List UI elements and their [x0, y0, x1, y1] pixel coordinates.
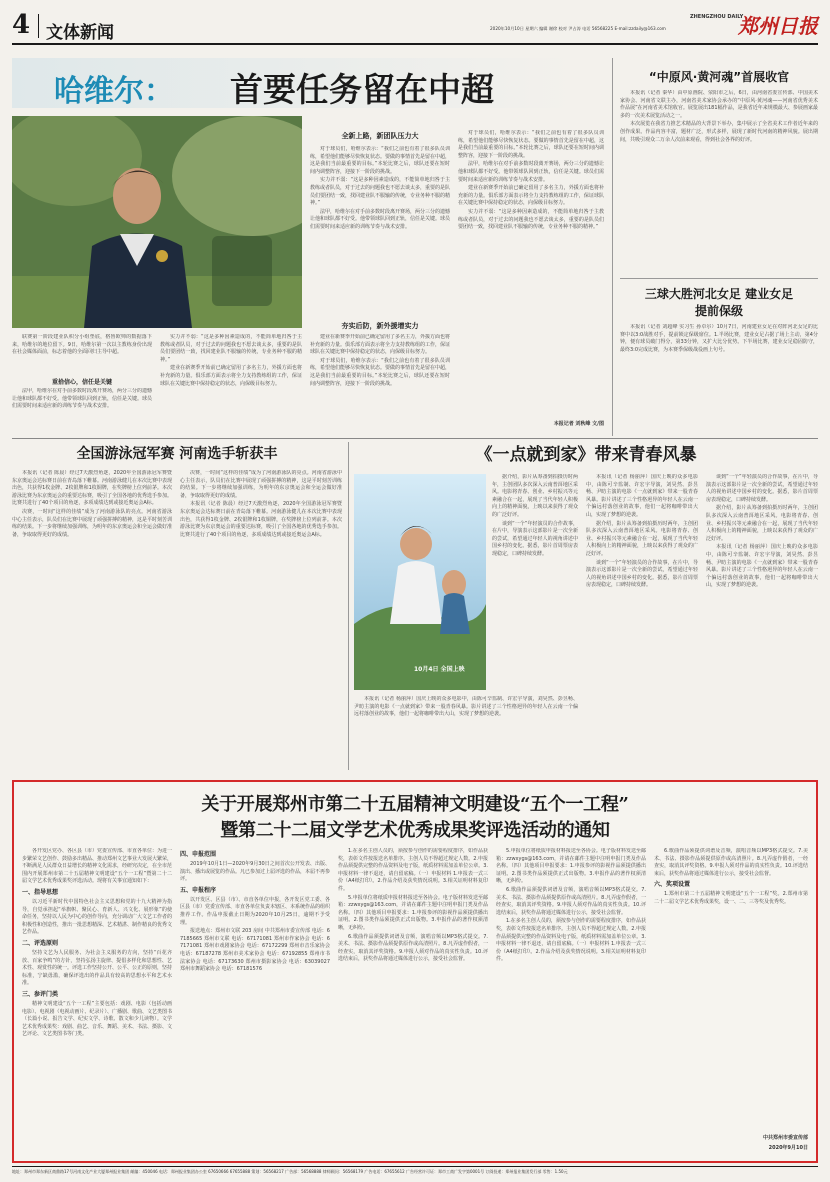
notice-col-4-text: 5.申报单位将纸质申报材料报送至各协会。电子版材料发送至邮箱：zzwxygs@163.com，并请在邮件主题中注明申报门类及作品名称。（四）其他项目申报要求：1.申报参评的影视作品须提供播出证明。2.图书类作品须提供正式出版物。3.申报作品的著作权须清晰，无纠纷。 [496, 848, 646, 885]
swim-text-body: 本报讯（记者 陈晨）经过7天激烈角逐，2020年全国游泳冠军赛暨东京奥运会达标赛日前在青岛落下帷幕。河南游泳健儿在本次比赛中表现出色，共获得1枚金牌、2枚银牌和1枚铜牌，在奖牌榜上位列前茅。本次游泳比赛为东京奥运会的重要达标赛，吸引了全国各地的优秀选手参加。比赛共进行了40个项目的角逐，多项成绩达到或接近奥运会A标。 [12, 470, 172, 507]
lead-text-1 [12, 388, 152, 433]
notice-col-3-more: 5.申报单位将纸质申报材料报送至各协会。电子版材料发送至邮箱：zzwxygs@163.com，并请在邮件主题中注明申报门类及作品名称。（四）其他项目申报要求：1.申报参评的影视作品须提供播出证明。2.图书类作品须提供正式出版物。3.申报作品的著作权须清晰，无纠纷。 [338, 894, 488, 931]
notice-sign-date: 2020年9月10日 [768, 1145, 808, 1151]
swim-text-2 [180, 470, 342, 768]
notice-col-5 [654, 848, 808, 1132]
footer-rule [12, 1166, 818, 1167]
right-top-text-more: 本次展览在我省力推艺术精品的大背景下举办，集中展示了全省美术工作者近年来的创作成果。作品内容丰富，题材广泛，形式多样，展现了新时代河南的精神风貌。展出期间，共吸引观众二万余人次前来观看，得到社会各界的好评。 [620, 121, 818, 143]
notice-col-3-text: 1.在多名主创人员的，须按参与创作的需要程度排序，如作品获奖，表彰文件按报送名单排序。主创人员不得超过规定人数。2.申报作品须提供完整的作品资料及电子版，纸质材料需加盖单位公章。3.申报材料一律不退还，请自留底稿。（一）申报材料 1.申报表一式三份（A4纸打印）。2.作品介绍及获奖情况说明。3.相关证明材料复印件。 [338, 848, 488, 892]
lead-text-5-extra2: 实力并不弱：“这是多种因素造成的，不能简单地归咎于主教练或者队员，对于过去的问题我也不愿去谈太多，重要的是队员们要团结一致，找回建业队不服输的传统，专业务种不服的精神。” [458, 208, 604, 231]
notice-s2-text: 坚持文艺为人民服务、为社会主义服务的方向，坚持“百花齐放、百家争鸣”的方针，坚持弘扬主旋律、提倡多样化和思想性、艺术性、观赏性的统一。评选工作坚持公开、公平、公正的原则，坚持标准，宁缺毋滥，确保评选出的作品具有较高的思想水平和艺术水准。 [22, 949, 172, 987]
coach-photo-illustration [12, 116, 302, 328]
movie-text-3 [706, 474, 818, 768]
lead-text-5-body: 对于球员们，哈维尔表示：“我们之前也有着了很多队员训练，希望他们能够尽快恢复状态。要做的事情首先是留在中超，这是我们当前最重要的目标。”本轮比赛之后，球队还要在短时间内调整阵容，迎接下一阶段的挑战。 [458, 130, 604, 159]
notice-col-1 [22, 848, 172, 1160]
lead-caption [12, 334, 152, 374]
lead-story [12, 58, 612, 433]
notice-col-5-text: 6.歌曲作品须提供词谱及音频，演唱音频以MP3格式提交。7.美术、书法、摄影作品须提供原作或高清照片。8.凡弄虚作假者，一经查实，取消其评奖资格。9.申报人须对作品的真实性负责。10.评选结束后，获奖作品将通过媒体进行公示，接受社会监督。 [654, 848, 808, 877]
notice-s5-text: 以开发区、区县（市）、市直各单位申报，各开发区党工委、各区县（市）党委宣传部、市直各单位负责本辖区、本系统作品的组织推荐工作。作品申报截止日期为2020年10月25日，逾期不予受理。 [180, 896, 330, 926]
masthead [12, 8, 818, 42]
notice-s1-heading: 一、指导思想 [22, 888, 59, 896]
right-divider [620, 278, 818, 279]
right-top-text [620, 90, 818, 270]
section-name: 文体新闻 [46, 23, 114, 43]
movie-text-2-extra: 谈到“一个”年轻演员的合作故事，在片中，导演表示这部影片是一次全新的尝试，希望通过年轻人的视角讲述中国乡村的变化。据悉，影片首周票房表现稳定，口碑持续发酵。 [586, 559, 698, 589]
masthead-rule [12, 43, 818, 45]
right-column [620, 58, 818, 436]
notice-contact: 报送地点：郑州市文联 203 房间 中共郑州市委宣传部 电话：67185665 郑州市文联 电话：67171081 郑州市作家协会 电话：67171081 郑州市戏剧家协会 电话：67172299 郑州市音乐家协会 电话：67187278 郑州市美术家协会 电话：67192855 郑州市书法家协会 电话：67173630 郑州市摄影家协会 电话：63039027 郑州市舞蹈家协会 电话：67181576 [180, 928, 330, 973]
lead-headline: 首要任务留在中超 [230, 70, 494, 109]
notice-box [12, 780, 818, 1163]
lead-caption-text: 联赛第一阶段建业队积分小组垫底，格鲁欧帅的数据落下来，哈维尔的地位留下。9日，哈维尔第一次以主教练身份出现在社会媒体面前，标志着他的全面回归主导中超。 [12, 334, 152, 356]
swim-text-2-body: 决赛，一时间“这样的佳绩”成为了河南游泳队的亮点。河南省游泳中心主任表示，队员们在比赛中展现了顽强拼搏的精神，这是平时刻苦训练的结果。下一步将继续加强训练，为明年的东京奥运会和全运会做好准备，争取取得更好的成绩。 [180, 470, 342, 499]
lead-subhead-3: 夯实后防，新外援增实力 [341, 322, 419, 330]
movie-text-3-more: 据介绍，影片从筹备到拍摄历时两年，主创团队多次深入云南普洱地区采风。电影将青春、创业、乡村振兴等元素融合在一起，展现了当代年轻人积极向上的精神面貌，上映以来获得了观众的广泛好评。 [706, 505, 818, 542]
notice-s6-heading: 六、奖项设置 [654, 881, 691, 889]
notice-s5-heading: 五、申报程序 [180, 886, 217, 894]
lead-text-2-more: 建业在新赛季开始前已确定留用了多名主力，外援方面也将补充新的力量。俱乐部方面表示将全力支持教练组的工作，保证球队在关键比赛中保持稳定的状态，向保级目标努力。 [160, 365, 302, 387]
paper-name-en: ZHENGZHOU DAILY [690, 14, 744, 20]
page-number: 4 [12, 10, 31, 40]
lead-text-4-more: 对于球员们，哈维尔表示：“我们之前也有着了很多队员训练，希望他们能够尽快恢复状态。要做的事情首先是留在中超，这是我们当前最重要的目标。”本轮比赛之后，球队还要在短时间内调整阵容，迎接下一阶段的挑战。 [310, 357, 450, 387]
right-mid-text-body: 本报讯（记者 刘超峰 实习生 孙卓尔）10月7日，河南建业女足在对阵河北女足的比赛中以3:0战胜对手，提前锁定保级席位。1.半场比赛，建业女足占据了场上主动，第4分钟，便有球员破门得分，第33分钟，又扩大比分优势。下半场比赛，建业女足稳固防守，最终3:0完成比赛，为本赛季保级战役画上句号。 [620, 324, 818, 353]
lead-text-5-more: 法甲，哈维尔在对手前多数时段离开赛场，两分三分的遗憾让他和球队都不好受。他带领球队回到正轨，信任是关键。球员们需要时间来适应新的训练节奏与战术安排。 [458, 161, 604, 183]
lead-subhead-2: 全新上路，新团队压力大 [341, 132, 419, 140]
col-divider-right [612, 58, 613, 436]
swim-headline: 全国游泳冠军赛 河南选手斩获丰 [76, 446, 278, 462]
notice-s1-text: 以习近平新时代中国特色社会主义思想和党的十九大精神为指导，自觉承担起“举旗帜、聚民心、育新人、兴文化、展形象”的使命任务，坚持以人民为中心的创作导向，充分调动广大文艺工作者的积极性和创造性，推出一批思想精深、艺术精湛、制作精良的优秀文艺作品。 [22, 898, 172, 936]
movie-text-main [354, 696, 578, 768]
swim-text [12, 470, 172, 768]
right-mid-headline: 三球大胜河北女足 建业女足提前保级 [644, 287, 794, 318]
notice-sign-org: 中共郑州市委宣传部 [762, 1135, 808, 1141]
lead-byline: 本报记者 刘秋峰 文/图 [553, 421, 604, 427]
movie-text-2 [586, 474, 698, 768]
notice-col-3-extra: 6.歌曲作品须提供词谱及音频，演唱音频以MP3格式提交。7.美术、书法、摄影作品须提供原作或高清照片。8.凡弄虚作假者，一经查实，取消其评奖资格。9.申报人须对作品的真实性负责。10.评选结束后，获奖作品将通过媒体进行公示，接受社会监督。 [338, 933, 488, 963]
movie-text-side-body: 据介绍，影片从筹备到拍摄历时两年，主创团队多次深入云南普洱地区采风。电影将青春、创业、乡村振兴等元素融合在一起，展现了当代年轻人积极向上的精神面貌，上映以来获得了观众的广泛好评。 [492, 474, 578, 518]
notice-s6-text: 1.郑州市第二十五届精神文明建设“五个一工程”奖。2.郑州市第二十二届文学艺术优秀成果奖，设一、二、三等奖及优秀奖。 [654, 891, 808, 905]
movie-poster [354, 474, 486, 690]
notice-col-4 [496, 848, 646, 1160]
lead-text-3-more: 实力并不弱：“这是多种因素造成的，不能简单地归咎于主教练或者队员，对于过去的问题我也不愿去谈太多，重要的是队员们要团结一致，找回建业队不服输的传统，专业务种不服的精神。” [310, 177, 450, 207]
movie-text-3-body: 谈到“一个”年轻演员的合作故事，在片中，导演表示这部影片是一次全新的尝试，希望通过年轻人的视角讲述中国乡村的变化。据悉，影片首周票房表现稳定，口碑持续发酵。 [706, 474, 818, 503]
paper-logo: 郑州日报 [738, 14, 818, 38]
notice-intro: 各开发区党办、各区县（市）党委宣传部、市直各单位：为进一步繁荣文艺创作、鼓励多出精品、推动郑州文艺事业大发展大繁荣，不断满足人民群众日益增长的精神文化需求，经研究决定，在全市范围内开展郑州市第二十五届精神文明建设“五个一工程”暨第二十二届文学艺术优秀成果奖评选活动。现将有关事宜通知如下： [22, 848, 172, 885]
lead-text-1-body: 法甲，哈维尔在对手前多数时段离开赛场，两分三分的遗憾让他和球队都不好受。他带领球队回到正轨，信任是关键。球员们需要时间来适应新的训练节奏与战术安排。 [12, 388, 152, 410]
notice-col-3 [338, 848, 488, 1160]
lead-text-4 [310, 334, 450, 433]
lead-text-4-body: 建业在新赛季开始前已确定留用了多名主力，外援方面也将补充新的力量。俱乐部方面表示将全力支持教练组的工作，保证球队在关键比赛中保持稳定的状态，向保级目标努力。 [310, 334, 450, 356]
notice-s4-heading: 四、申报范围 [180, 851, 217, 858]
section-rule-1 [12, 438, 818, 439]
coach-photo [12, 116, 302, 328]
movie-text-side-more: 谈到“一个”年轻演员的合作故事，在片中，导演表示这部影片是一次全新的尝试，希望通过年轻人的视角讲述中国乡村的变化。据悉，影片首周票房表现稳定，口碑持续发酵。 [492, 520, 578, 557]
lead-text-2 [160, 334, 302, 433]
movie-text-main-body: 本报讯（记者 杨丽萍）国庆上映的众多电影中，由陈可辛监制、许宏宇导演，刘昊然、彭昱畅、尹昉主演的电影《一点就到家》带来一股青春风暴。影片讲述了三个性格迥异的年轻人在云南一个偏远村落创业的故事，他们一起将咖啡带出大山，实现了梦想的逆袭。 [354, 696, 578, 718]
notice-s4-text: 2019年10月1日—2020年9月30日之间首次公开发表、出版、演出、播出或展览的作品。凡已参加过上届评选的作品，本届不再参评。 [180, 861, 330, 883]
right-top-headline: “中原风·黄河魂”首展收官 [648, 70, 790, 84]
lead-text-3-body: 对于球员们，哈维尔表示：“我们之前也有着了很多队员训练，希望他们能够尽快恢复状态。要做的事情首先是留在中超，这是我们当前最重要的目标。”本轮比赛之后，球队还要在短时间内调整阵容，迎接下一阶段的挑战。 [310, 146, 450, 175]
swim-story [12, 442, 342, 770]
notice-title-2: 暨第二十二届文学艺术优秀成果奖评选活动的通知 [220, 820, 610, 841]
lead-headline-bar [12, 58, 572, 108]
lead-subhead-1: 重拾信心，信任是关键 [51, 379, 112, 386]
movie-poster-illustration [354, 474, 486, 690]
movie-headline: 《一点就到家》带来青春风暴 [475, 445, 697, 465]
notice-col-4-extra: 1.在多名主创人员的，须按参与创作的需要程度排序，如作品获奖，表彰文件按报送名单排序。主创人员不得超过规定人数。2.申报作品须提供完整的作品资料及电子版，纸质材料需加盖单位公章。3.申报材料一律不退还，请自留底稿。（一）申报材料 1.申报表一式三份（A4纸打印）。2.作品介绍及获奖情况说明。3.相关证明材料复印件。 [496, 918, 646, 963]
col-divider-mid [348, 442, 349, 770]
date-line: 2020年10月10日 星期六 编辑 谢徐 校对 尹占涛 电话 56568225 E-mail:zzdaily@163.com [490, 26, 666, 31]
lead-kicker: 哈维尔： [54, 74, 174, 109]
movie-text-2-more: 据介绍，影片从筹备到拍摄历时两年，主创团队多次深入云南普洱地区采风。电影将青春、创业、乡村振兴等元素融合在一起，展现了当代年轻人积极向上的精神面貌，上映以来获得了观众的广泛好评。 [586, 520, 698, 557]
notice-col-2 [180, 848, 330, 1160]
movie-text-2-body: 本报讯（记者 杨丽萍）国庆上映的众多电影中，由陈可辛监制、许宏宇导演，刘昊然、彭昱畅、尹昉主演的电影《一点就到家》带来一股青春风暴。影片讲述了三个性格迥异的年轻人在云南一个偏远村落创业的故事，他们一起将咖啡带出大山，实现了梦想的逆袭。 [586, 474, 698, 518]
footer-text: 地址：郑州市郑东新区商鼎路17号河南文化产业大厦郑州报业集团 邮编：450046 电话：郑州报业集团办公室 67650666 67655888 策划：56568217 广告部：56568888 律师顾问：56568179 广告电话：67655612 广告经营许可证：郑市工商广发字第0001号 订阅投递：郑州报业集团发行部 零售：1.50元 [12, 1169, 568, 1174]
notice-s2-heading: 二、评选原则 [22, 939, 59, 947]
masthead-divider [38, 14, 39, 38]
lead-text-5 [458, 130, 604, 416]
notice-title-1: 关于开展郑州市第二十五届精神文明建设“五个一工程” [201, 794, 629, 815]
right-top-text-body: 本报讯（记者 秦华）由中原画院、荥阳市之后，6日，由河南省委宣传部、中国美术家协会、河南省文联主办，河南省美术家协会承办的“中原风·黄河魂——河南省优秀美术作品展”在河南省美术馆收官。展览展出181幅作品，是我省近年来规模最大、参展画家最多的一次美术展览活动之一。 [620, 90, 818, 119]
notice-col-4-more: 6.歌曲作品须提供词谱及音频，演唱音频以MP3格式提交。7.美术、书法、摄影作品须提供原作或高清照片。8.凡弄虚作假者，一经查实，取消其评奖资格。9.申报人须对作品的真实性负责。10.评选结束后，获奖作品将通过媒体进行公示，接受社会监督。 [496, 886, 646, 916]
lead-text-2-body: 实力并不弱：“这是多种因素造成的，不能简单地归咎于主教练或者队员，对于过去的问题我也不愿去谈太多，重要的是队员们要团结一致，找回建业队不服输的传统，专业务种不服的精神。” [160, 334, 302, 363]
notice-s3-text: 精神文明建设“五个一工程”主要包括：戏剧、电影（包括动画电影）、电视剧（电视动画片、纪录片）、广播剧、歌曲、文艺类图书（长篇小说、报告文学、纪实文学、诗歌、散文和少儿读物）。文学艺术优秀成果奖：戏剧、曲艺、音乐、舞蹈、美术、书法、摄影、文艺评论、文艺类图书等门类。 [22, 1000, 172, 1038]
notice-s3-heading: 三、参评门类 [22, 990, 59, 998]
lead-text-3 [310, 146, 450, 314]
lead-text-5-extra: 建业在新赛季开始前已确定留用了多名主力，外援方面也将补充新的力量。俱乐部方面表示将全力支持教练组的工作，保证球队在关键比赛中保持稳定的状态，向保级目标努力。 [458, 185, 604, 207]
movie-text-side [492, 474, 578, 690]
movie-text-3-extra: 本报讯（记者 杨丽萍）国庆上映的众多电影中，由陈可辛监制、许宏宇导演，刘昊然、彭昱畅、尹昉主演的电影《一点就到家》带来一股青春风暴。影片讲述了三个性格迥异的年轻人在云南一个偏远村落创业的故事，他们一起将咖啡带出大山，实现了梦想的逆袭。 [706, 544, 818, 589]
lead-text-3-extra: 法甲，哈维尔在对手前多数时段离开赛场，两分三分的遗憾让他和球队都不好受。他带领球队回到正轨，信任是关键。球员们需要时间来适应新的训练节奏与战术安排。 [310, 208, 450, 230]
poster-release-text: 10月4日 全国上映 [414, 666, 465, 673]
movie-story [354, 442, 818, 770]
right-mid-text [620, 324, 818, 434]
swim-text-more: 决赛，一时间“这样的佳绩”成为了河南游泳队的亮点。河南省游泳中心主任表示，队员们在比赛中展现了顽强拼搏的精神，这是平时刻苦训练的结果。下一步将继续加强训练，为明年的东京奥运会和全运会做好准备，争取取得更好的成绩。 [12, 508, 172, 538]
swim-text-2-more: 本报讯（记者 陈晨）经过7天激烈角逐，2020年全国游泳冠军赛暨东京奥运会达标赛日前在青岛落下帷幕。河南游泳健儿在本次比赛中表现出色，共获得1枚金牌、2枚银牌和1枚铜牌，在奖牌榜上位列前茅。本次游泳比赛为东京奥运会的重要达标赛，吸引了全国各地的优秀选手参加。比赛共进行了40个项目的角逐，多项成绩达到或接近奥运会A标。 [180, 501, 342, 538]
